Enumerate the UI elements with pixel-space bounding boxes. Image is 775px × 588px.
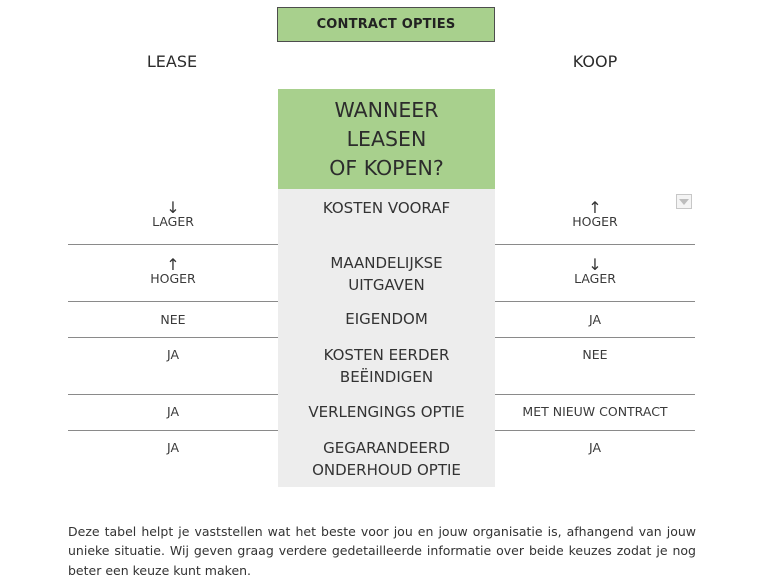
koop-value: NEE <box>582 347 608 362</box>
lease-value: JA <box>166 440 180 455</box>
koop-heading: KOOP <box>572 52 618 71</box>
row-label <box>278 197 495 219</box>
hero-question <box>278 89 495 189</box>
koop-value: HOGER <box>572 214 618 229</box>
koop-cell <box>495 255 695 286</box>
up-arrow-icon: ↑ <box>588 198 602 217</box>
hero-line-2: LEASEN <box>346 126 427 151</box>
down-arrow-icon: ↓ <box>166 198 180 217</box>
up-arrow-icon: ↑ <box>166 255 180 274</box>
lease-heading: LEASE <box>146 52 198 71</box>
hero-line-1: WANNEER <box>334 97 439 122</box>
row-label <box>278 308 495 330</box>
table-row <box>68 245 695 302</box>
lease-value: NEE <box>160 312 186 327</box>
row-label <box>278 344 495 388</box>
contract-options-tab[interactable] <box>277 7 495 42</box>
row-label <box>278 252 495 296</box>
koop-cell <box>495 348 695 362</box>
table-row <box>68 302 695 338</box>
lease-cell <box>68 255 278 286</box>
footer-description: Deze tabel helpt je vaststellen wat het beste voor jou en jouw organisatie is, afhangend van jouw unieke situatie. Wij geven graag verdere gedetailleerde informatie over beide keuzes zodat je nog beter een keuze kunt maken. <box>68 523 696 578</box>
down-arrow-icon: ↓ <box>588 255 602 274</box>
koop-cell <box>495 405 695 419</box>
lease-cell <box>68 198 278 229</box>
koop-value: LAGER <box>574 271 616 286</box>
table-row <box>68 395 695 431</box>
hero-line-3: OF KOPEN? <box>329 155 444 180</box>
row-label-line: BEËINDIGEN <box>339 368 434 386</box>
row-label <box>278 437 495 481</box>
row-label-line: EIGENDOM <box>345 310 428 328</box>
koop-value: JA <box>588 312 602 327</box>
koop-cell <box>495 198 695 229</box>
koop-cell <box>495 441 695 455</box>
row-label-line: KOSTEN VOORAF <box>322 199 451 217</box>
lease-value: JA <box>166 404 180 419</box>
lease-value: LAGER <box>152 214 194 229</box>
koop-value: MET NIEUW CONTRACT <box>522 404 668 419</box>
row-label <box>278 401 495 423</box>
table-row <box>68 189 695 245</box>
contract-options-label: CONTRACT OPTIES <box>316 17 456 32</box>
lease-value: HOGER <box>150 271 196 286</box>
koop-cell <box>495 313 695 327</box>
row-label-line: KOSTEN EERDER <box>323 346 450 364</box>
row-label-line: MAANDELIJKSE <box>330 254 443 272</box>
lease-cell <box>68 441 278 455</box>
row-label-line: VERLENGINGS OPTIE <box>308 403 465 421</box>
table-row <box>68 338 695 395</box>
row-label-line: GEGARANDEERD <box>323 439 450 457</box>
lease-cell <box>68 313 278 327</box>
lease-cell <box>68 348 278 362</box>
row-label-line: ONDERHOUD OPTIE <box>312 461 461 479</box>
lease-cell <box>68 405 278 419</box>
koop-value: JA <box>588 440 602 455</box>
lease-value: JA <box>166 347 180 362</box>
table-row <box>68 431 695 487</box>
row-label-line: UITGAVEN <box>348 276 425 294</box>
